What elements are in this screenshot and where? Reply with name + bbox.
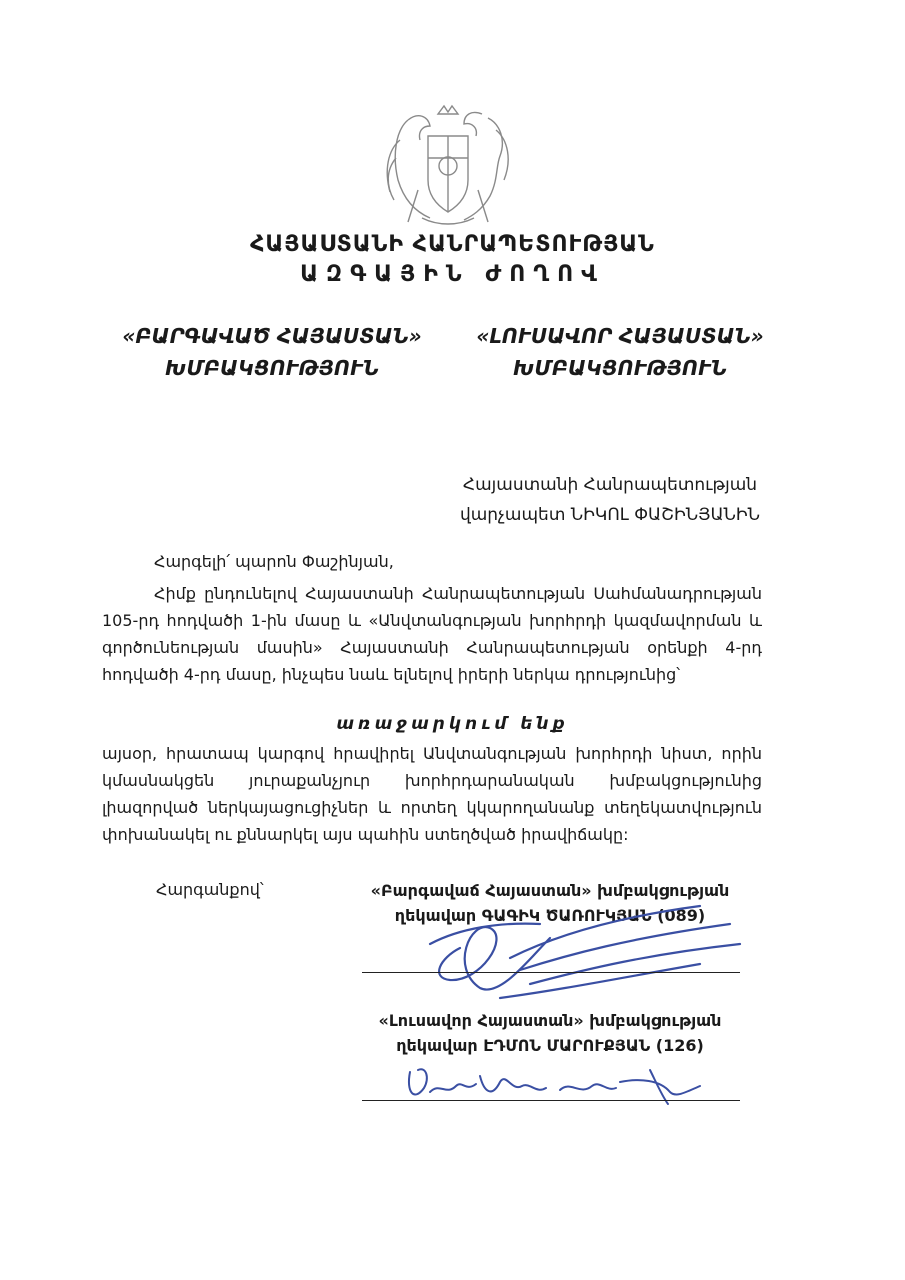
parliament-header-line1: ՀԱՅԱՍՏԱՆԻ ՀԱՆՐԱՊԵՏՈՒԹՅԱՆ — [250, 232, 655, 257]
regards-text: Հարգանքով՝ — [156, 880, 264, 899]
salutation: Հարգելի՛ պարոն Փաշինյան, — [154, 552, 394, 571]
addressee-block — [420, 470, 800, 530]
signer-block-2 — [340, 1008, 760, 1058]
faction-block-prosperous — [92, 320, 452, 384]
signature-line-1 — [362, 972, 740, 973]
addressee-line1: Հայաստանի Հանրապետության — [462, 475, 758, 495]
signer-name: ղեկավար ԷԴՄՈՆ ՄԱՐՈՒՔՅԱՆ (126) — [396, 1036, 704, 1055]
addressee-line2: վարչապետ ՆԻԿՈԼ ՓԱՇԻՆՅԱՆԻՆ — [459, 505, 761, 525]
faction-label: ԽՄԲԱԿՑՈՒԹՅՈՒՆ — [513, 356, 727, 380]
faction-name: «ԲԱՐԳԱՎԱԾ ՀԱՅԱՍՏԱՆ» — [122, 324, 422, 348]
signer-faction: «Լուսավոր Հայաստան» խմբակցության — [378, 1011, 722, 1030]
faction-name: «ԼՈՒՍԱՎՈՐ ՀԱՅԱՍՏԱՆ» — [476, 324, 764, 348]
coat-of-arms-icon — [378, 100, 518, 230]
body-paragraph-1: Հիմք ընդունելով Հայաստանի Հանրապետության Սահմանադրության 105-րդ հոդվածի 1-ին մասը և «Անվտանգության խորհրդի կազմավորման և գործունեության մասին» Հայաստանի Հանրապետության օրենքի 4-րդ հոդվածի 4-րդ մասը, ինչպես նաև ելնելով իրերի ներկա դրությունից՝ — [102, 584, 762, 684]
signature-1-icon — [400, 898, 760, 1008]
body-paragraph-2: այսօր, հրատապ կարգով հրավիրել Անվտանգության խորհրդի նիստ, որին կմասնակցեն յուրաքանչյուր խորհրդարանական խմբակցությունից լիազորված ներկայացուցիչներ և որտեղ կկարողանանք տեղեկատվություն փոխանակել ու քննարկել այս պահին ստեղծված իրավիճակը: — [102, 744, 762, 844]
signature-2-icon — [400, 1052, 730, 1112]
faction-block-bright — [440, 320, 800, 384]
signature-line-2 — [362, 1100, 740, 1101]
parliament-header-line2: ԱԶԳԱՅԻՆ ԺՈՂՈՎ — [300, 262, 605, 287]
signer-name: ղեկավար ԳԱԳԻԿ ԾԱՌՈՒԿՅԱՆ (089) — [394, 906, 706, 925]
faction-label: ԽՄԲԱԿՑՈՒԹՅՈՒՆ — [165, 356, 379, 380]
propose-heading: առաջարկում ենք — [336, 714, 569, 734]
signer-faction: «Բարգավաճ Հայաստան» խմբակցության — [370, 881, 730, 900]
